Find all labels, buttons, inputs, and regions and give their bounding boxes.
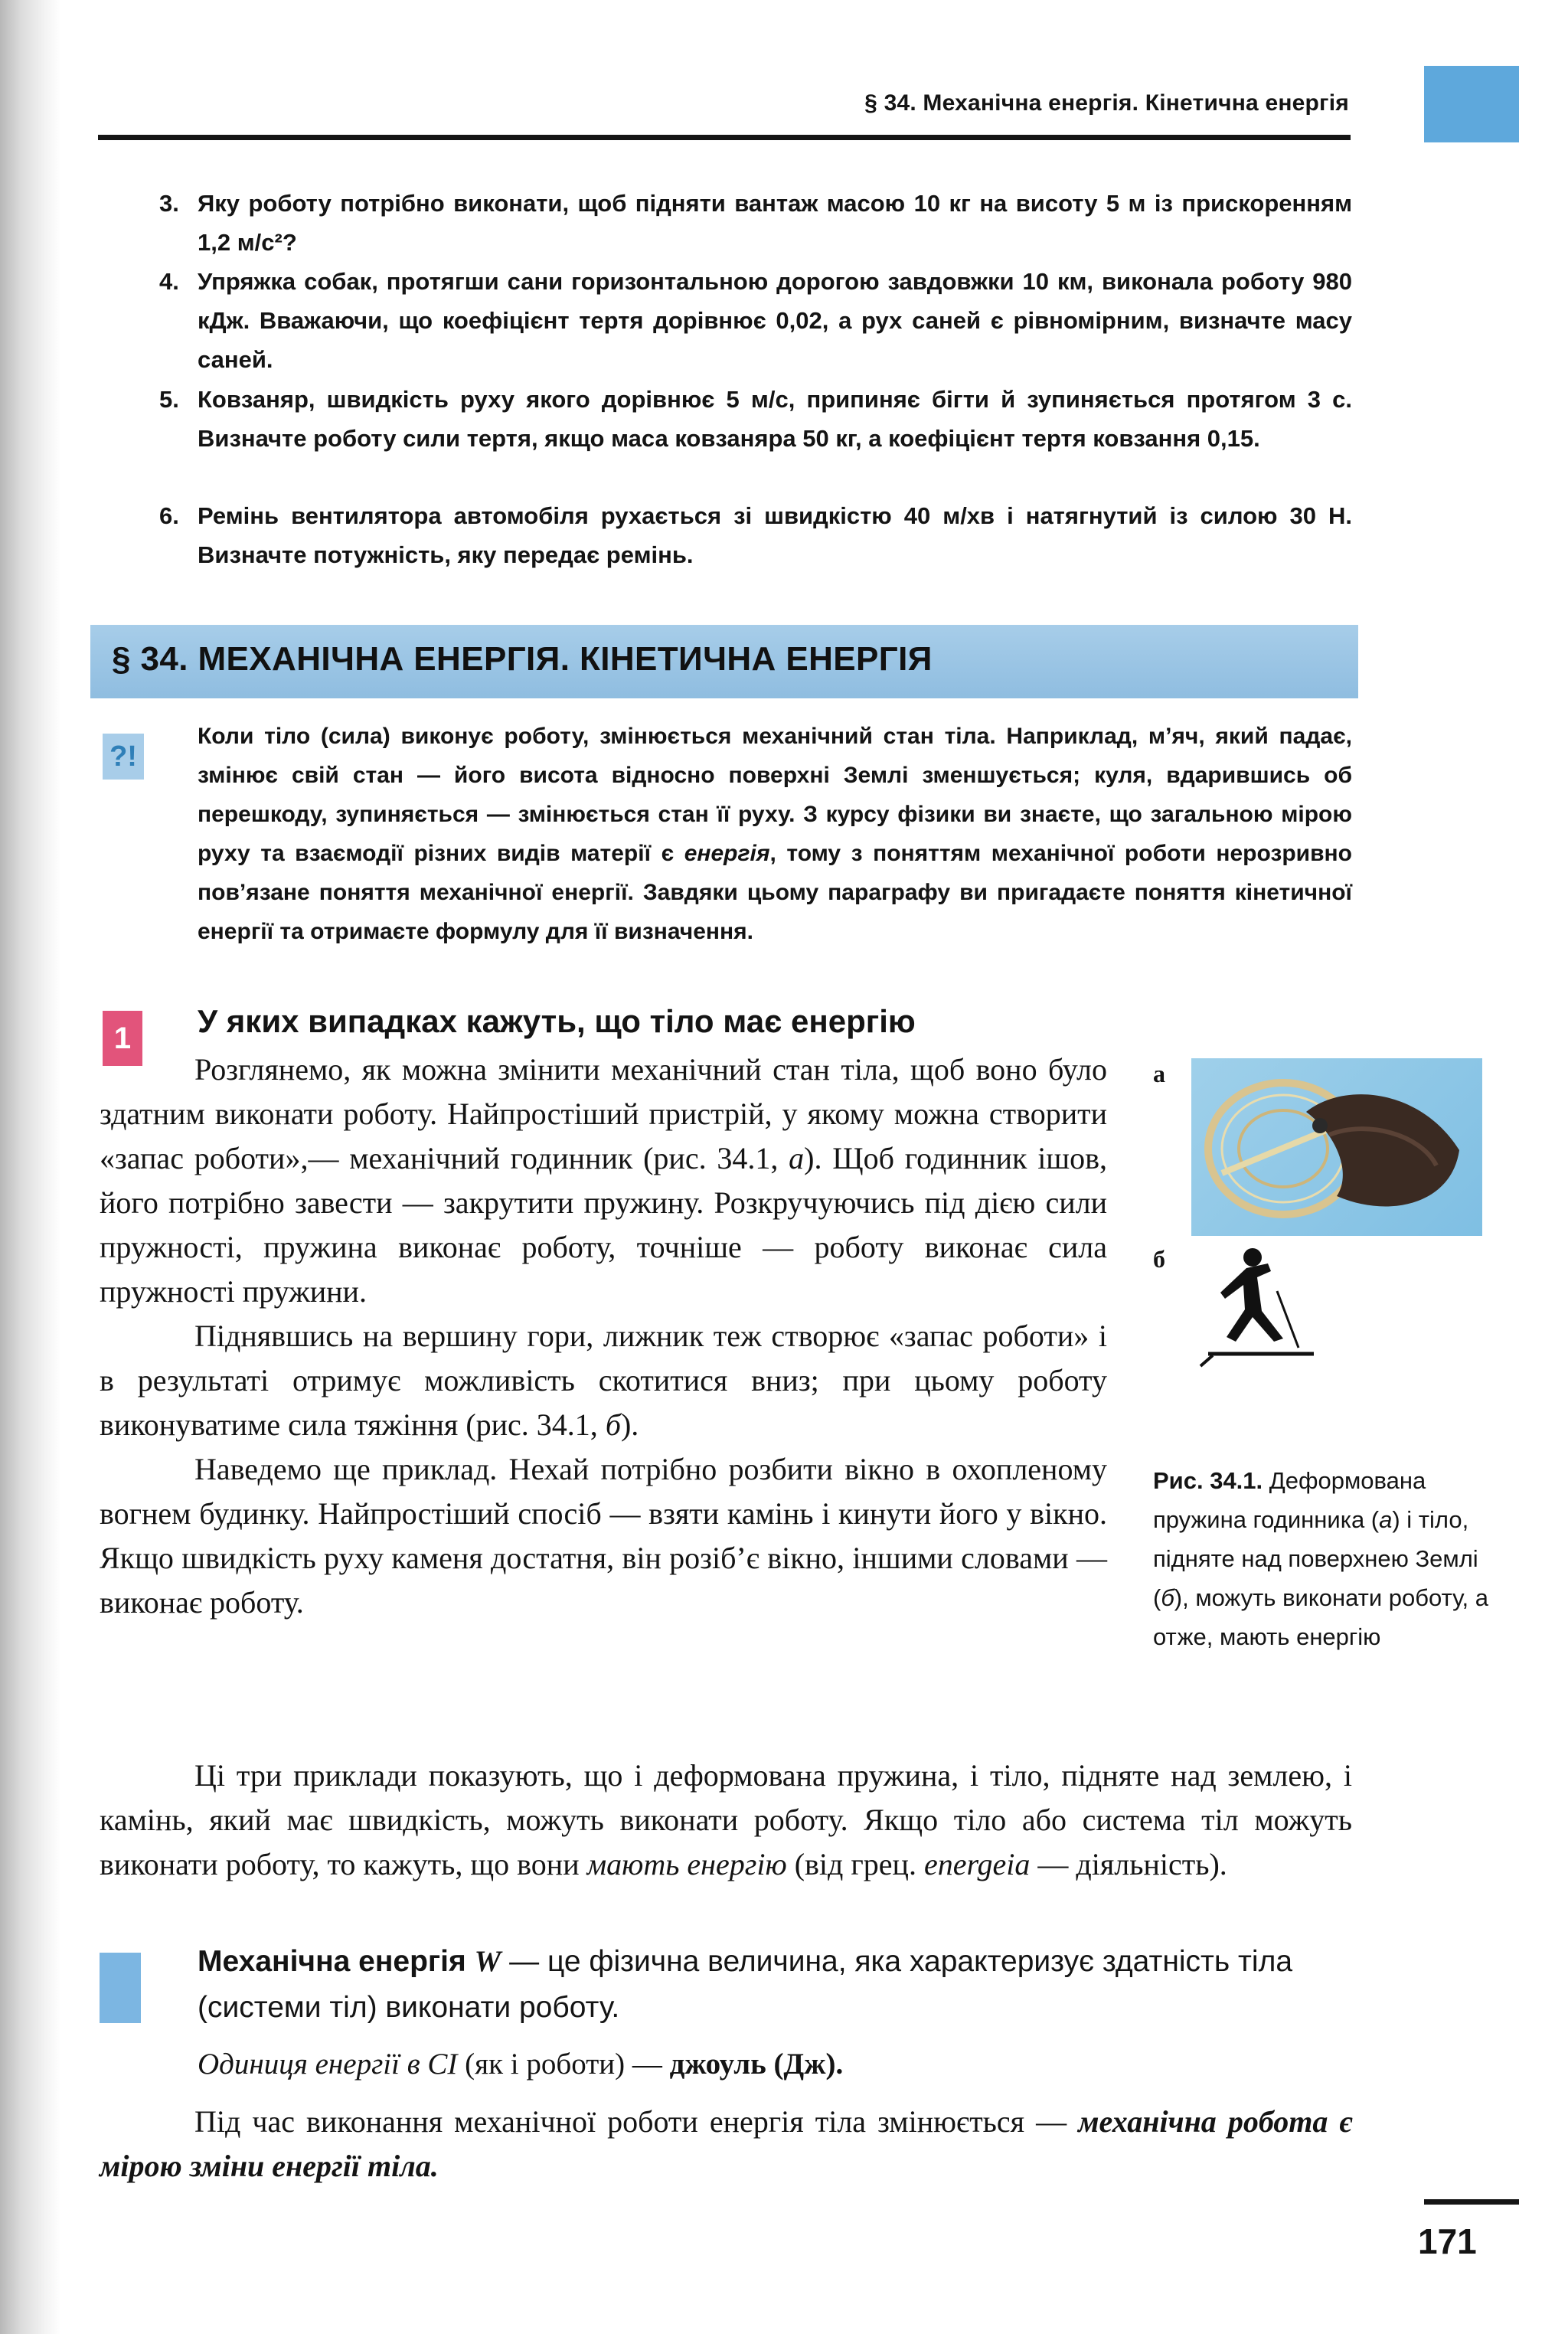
unit-line [198, 2041, 1352, 2087]
paragraph [100, 1754, 1352, 1887]
unit-text: (як і роботи) — [457, 2048, 670, 2081]
caption-text: Деформована пружина годинника ( [1153, 1467, 1426, 1533]
text-run: (від грец. [786, 1847, 924, 1881]
unit-name: джоуль (Дж). [669, 2048, 844, 2081]
definition-marker [100, 1953, 141, 2023]
text-column-wide [100, 1754, 1352, 1887]
corner-tab [1424, 66, 1519, 142]
section-title: § 34. МЕХАНІЧНА ЕНЕРГІЯ. КІНЕТИЧНА ЕНЕРГІЯ [112, 640, 933, 678]
text-run: — діяльність). [1030, 1847, 1227, 1881]
page-number: 171 [1418, 2221, 1477, 2261]
text-run: Ці три приклади показують, що і деформована пружина, і тіло, підняте над землею, і камінь, який має швидкість, можуть виконати роботу. Якщо тіло або система тіл можуть виконати роботу, то кажуть, що вони [100, 1758, 1352, 1881]
energy-symbol: W [474, 1945, 501, 1978]
figure-ref-letter: б [605, 1407, 621, 1442]
text-run: Під час виконання механічної роботи енергія тіла змінюється — [194, 2104, 1079, 2139]
text-column-final [100, 2100, 1352, 2189]
section-banner [90, 625, 1358, 698]
subsection-number: 1 [103, 1011, 142, 1066]
exercise-text: Упряжка собак, протягши сани горизонтальною дорогою завдовжки 10 км, виконала роботу 980 кДж. Вважаючи, що коефіцієнт тертя дорівнює 0,02, а рух саней є рівномірним, визначте масу саней. [198, 268, 1352, 373]
definition-text [198, 1939, 1352, 2031]
exercise-item [159, 262, 1352, 379]
emphasis: мають енергію [586, 1847, 787, 1881]
definition-term: Механічна енергія [198, 1945, 475, 1978]
exercise-number: 5. [159, 386, 179, 413]
exercise-item [159, 496, 1352, 574]
exercise-text: Ковзаняр, швидкість руху якого дорівнює 5 м/с, припиняє бігти й зупиняється протягом 3 с. Визначте роботу сили тертя, якщо маса ковзаняра 50 кг, а коефіцієнт тертя ковзання 0,15. [198, 386, 1352, 452]
definition-block [198, 1939, 1352, 2087]
question-exclamation-icon: ?! [103, 734, 144, 780]
caption-letter: б [1161, 1584, 1174, 1611]
text-run: Розглянемо, як можна змінити механічний стан тіла, щоб воно було здатним виконати роботу. Найпростіший пристрій, у якому можна створити «запас роботи»,— механічний годинник (рис. 34.1, [100, 1052, 1107, 1175]
caption-letter: а [1379, 1506, 1393, 1533]
text-column-narrow [100, 1048, 1107, 1625]
exercise-number: 4. [159, 268, 179, 295]
paragraph: Наведемо ще приклад. Нехай потрібно розбити вікно в охопленому вогнем будинку. Найпростіший спосіб — взяти камінь і кинути його у вікно. Якщо швидкість руху каменя достатня, він розіб’є вікно, іншими словами — виконає роботу. [100, 1452, 1107, 1620]
caption-text: ), можуть виконати роботу, а отже, мають енергію [1153, 1584, 1489, 1650]
subsection-heading: У яких випадках кажуть, що тіло має енергію [198, 1003, 916, 1039]
text-run: ). [620, 1407, 639, 1442]
unit-emphasis: Одиниця енергії в СІ [198, 2048, 458, 2081]
caption-label: Рис. 34.1. [1153, 1467, 1263, 1494]
exercise-number: 3. [159, 190, 179, 217]
intro-text-part: Коли тіло (сила) виконує роботу, змінюється механічний стан тіла. Наприклад, м’яч, який падає, змінює свій стан — його висота відносно поверхні Землі зменшується; куля, вдарившись об перешкоду, зупиняється — змінюється стан її руху. З курсу фізики ви знаєте, що загальною мірою руху та взаємодії різних видів матерії є [198, 724, 1352, 866]
emphasis: механічна робота є мірою зміни енергії тіла. [100, 2104, 1353, 2183]
figure-caption [1153, 1461, 1505, 1656]
clock-spring-photo [1191, 1058, 1482, 1236]
paragraph [100, 1314, 1107, 1447]
page-number-rule [1424, 2199, 1519, 2205]
definition-body: — це фізична величина, яка характеризує здатність тіла (системи тіл) виконати роботу. [198, 1945, 1293, 2024]
text-run: ). Щоб годинник ішов, його потрібно завести — закрутити пружину. Розкручуючись під дією сили пружності, пружина виконає роботу, точніше — роботу виконає сила пружності пружини. [100, 1141, 1107, 1309]
intro-text-part: , тому з поняттям механічної роботи нерозривно пов’язане поняття механічної енергії. Завдяки цьому параграфу ви пригадаєте поняття кінетичної енергії та отримаєте формулу для її визначення. [198, 841, 1352, 944]
clock-spring-icon [1191, 1058, 1482, 1236]
exercise-item [159, 184, 1352, 262]
page-edge-shadow [0, 0, 61, 2334]
text-run: Піднявшись на вершину гори, лижник теж створює «запас роботи» і в результаті отримує можливість скотитися вниз; при цьому роботу виконуватиме сила тяжіння (рис. 34.1, [100, 1319, 1107, 1442]
figure-ref-letter: а [789, 1141, 805, 1175]
header-rule [98, 135, 1351, 140]
intro-text [198, 717, 1352, 951]
caption-text: ) і тіло, підняте над поверхнею Землі ( [1153, 1506, 1478, 1611]
intro-term: енергія [684, 841, 770, 866]
skier-icon [1191, 1241, 1321, 1371]
exercise-item [159, 380, 1352, 458]
emphasis: energeia [923, 1847, 1031, 1881]
exercise-text: Ремінь вентилятора автомобіля рухається зі швидкістю 40 м/хв і натягнутий із силою 30 Н. Визначте потужність, яку передає ремінь. [198, 502, 1352, 568]
exercise-text: Яку роботу потрібно виконати, щоб підняти вантаж масою 10 кг на висоту 5 м із прискоренням 1,2 м/с²? [198, 190, 1352, 256]
figure-label-a: а [1153, 1060, 1165, 1087]
paragraph [100, 2100, 1352, 2189]
exercise-number: 6. [159, 502, 179, 529]
figure-label-b: б [1153, 1245, 1165, 1273]
paragraph [100, 1048, 1107, 1314]
running-header: § 34. Механічна енергія. Кінетична енергія [864, 90, 1349, 116]
